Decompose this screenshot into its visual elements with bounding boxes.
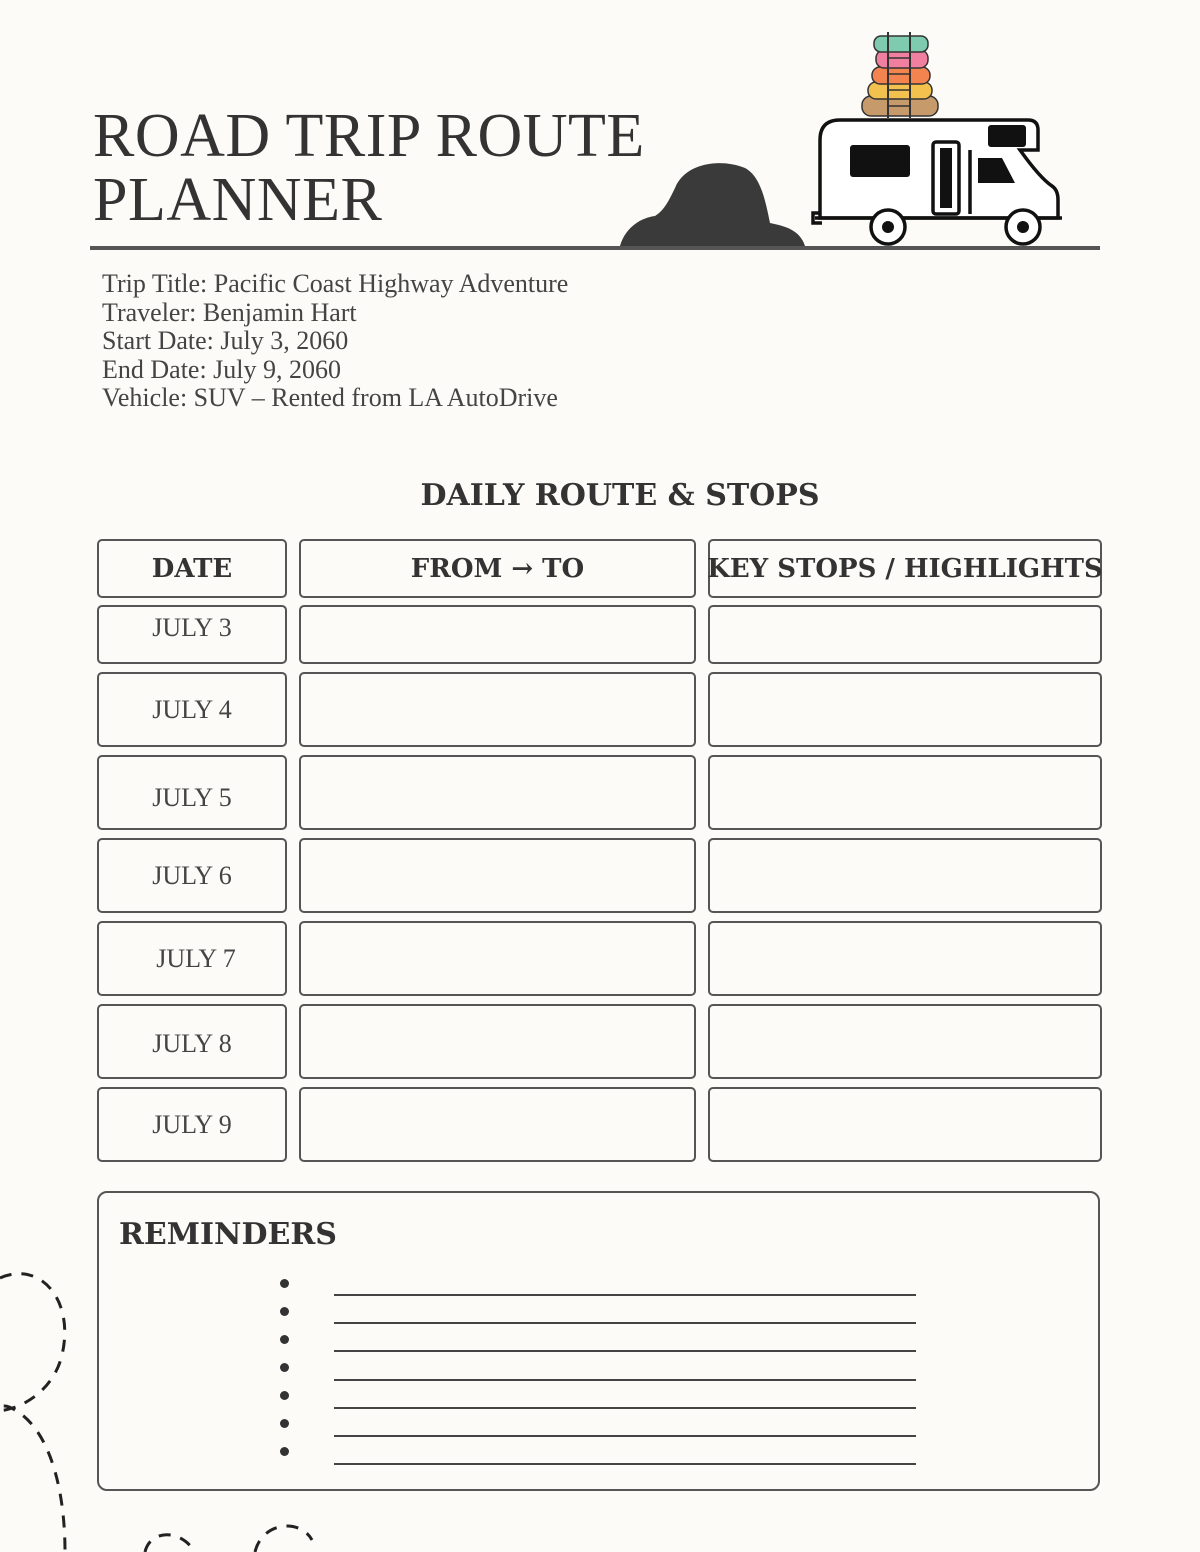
reminder-line[interactable] xyxy=(334,1294,916,1296)
key-stops-cell[interactable] xyxy=(708,672,1102,747)
reminder-line[interactable] xyxy=(334,1379,916,1381)
date-cell: JULY 9 xyxy=(97,1087,287,1162)
key-stops-cell[interactable] xyxy=(708,755,1102,830)
date-cell: JULY 7 xyxy=(97,921,287,996)
from-to-cell[interactable] xyxy=(299,605,696,664)
column-header-date: DATE xyxy=(97,539,287,598)
end-date: End Date: July 9, 2060 xyxy=(102,354,342,384)
key-stops-cell[interactable] xyxy=(708,838,1102,913)
date-cell: JULY 8 xyxy=(97,1004,287,1079)
page-title xyxy=(93,104,645,232)
reminder-line[interactable] xyxy=(334,1435,916,1437)
from-to-cell[interactable] xyxy=(299,1087,696,1162)
reminders-title: REMINDERS xyxy=(119,1217,337,1252)
key-stops-cell[interactable] xyxy=(708,605,1102,664)
trip-info xyxy=(102,270,568,413)
daily-route-title: DAILY ROUTE & STOPS xyxy=(420,478,820,513)
column-header-from-to: FROM → TO xyxy=(299,539,696,598)
date-cell: JULY 3 xyxy=(97,605,287,664)
key-stops-cell[interactable] xyxy=(708,1004,1102,1079)
trip-title: Trip Title: Pacific Coast Highway Adventure xyxy=(102,269,569,298)
camper-van-illustration xyxy=(610,28,1070,253)
bush-icon xyxy=(620,163,805,246)
title-line-1: ROAD TRIP ROUTE xyxy=(93,102,645,170)
key-stops-cell[interactable] xyxy=(708,1087,1102,1162)
reminder-line[interactable] xyxy=(334,1407,916,1409)
title-line-2: PLANNER xyxy=(93,166,383,234)
date-cell: JULY 6 xyxy=(97,838,287,913)
from-to-cell[interactable] xyxy=(299,755,696,830)
luggage-icon xyxy=(862,32,938,118)
from-to-cell[interactable] xyxy=(299,838,696,913)
date-cell: JULY 5 xyxy=(97,755,287,830)
reminder-line[interactable] xyxy=(334,1350,916,1352)
reminder-line[interactable] xyxy=(334,1463,916,1465)
key-stops-cell[interactable] xyxy=(708,921,1102,996)
reminder-line[interactable] xyxy=(334,1322,916,1324)
date-cell: JULY 4 xyxy=(97,672,287,747)
traveler: Traveler: Benjamin Hart xyxy=(102,297,357,327)
column-header-key-stops: KEY STOPS / HIGHLIGHTS xyxy=(708,539,1102,598)
from-to-cell[interactable] xyxy=(299,921,696,996)
from-to-cell[interactable] xyxy=(299,1004,696,1079)
start-date: Start Date: July 3, 2060 xyxy=(102,326,349,355)
vehicle: Vehicle: SUV – Rented from LA AutoDrive xyxy=(102,383,558,412)
from-to-cell[interactable] xyxy=(299,672,696,747)
dashed-path-decoration xyxy=(0,1260,330,1552)
header-divider xyxy=(90,246,1100,250)
